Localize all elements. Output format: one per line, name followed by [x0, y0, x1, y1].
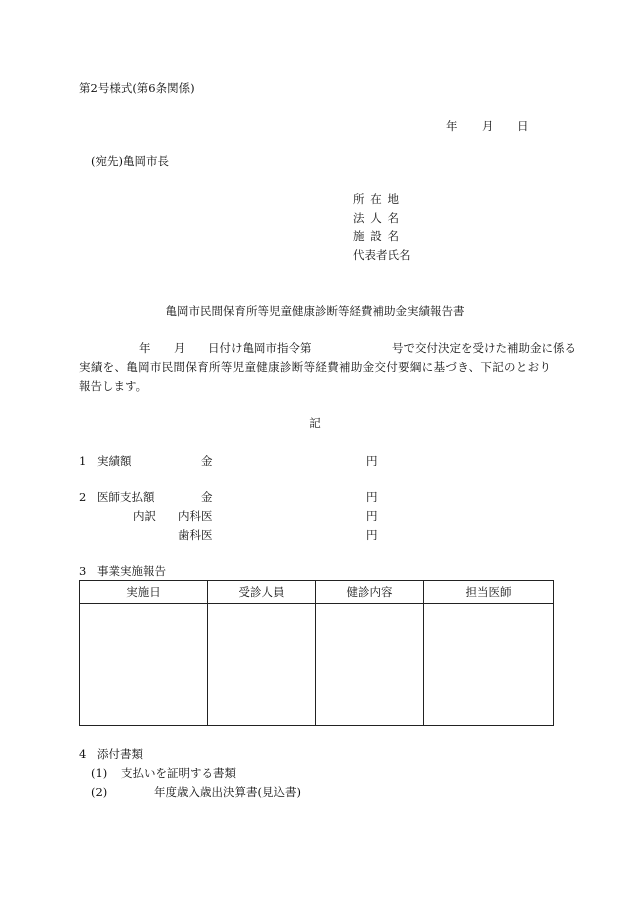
column-header-examinees: 受診人員: [208, 581, 316, 604]
body-month-label: 月: [174, 341, 186, 355]
body-directive-text: 日付け亀岡市指令第: [208, 341, 312, 355]
dentist-yen: 円: [366, 528, 378, 542]
attachment-1-number: (1): [91, 766, 108, 780]
date-month-label: 月: [482, 119, 494, 133]
representative-name-label: 代表者氏名: [353, 248, 411, 262]
attachment-2-number: (2): [91, 785, 108, 799]
document-title: 亀岡市民間保育所等児童健康診断等経費補助金実績報告書: [165, 304, 465, 318]
dentist-label: 歯科医: [178, 528, 213, 542]
attachment-1-text: 支払いを証明する書類: [121, 766, 236, 780]
internal-medicine-yen: 円: [366, 509, 378, 523]
item2-kin: 金: [201, 490, 213, 504]
cell-date[interactable]: [80, 604, 208, 726]
item3-number: 3: [79, 564, 87, 578]
table-row: [80, 604, 554, 726]
item2-number: 2: [79, 490, 87, 504]
corporation-name-label: 法人名: [353, 211, 405, 225]
table-header-row: [80, 581, 554, 604]
date-day-label: 日: [517, 119, 529, 133]
column-header-date: 実施日: [80, 581, 208, 604]
item3-label: 事業実施報告: [97, 564, 166, 578]
internal-medicine-label: 内科医: [178, 509, 213, 523]
body-year-label: 年: [139, 341, 151, 355]
item2-yen: 円: [366, 490, 378, 504]
ki-heading: 記: [309, 416, 321, 430]
item1-kin: 金: [201, 454, 213, 468]
cell-doctor[interactable]: [424, 604, 554, 726]
location-label: 所在地: [353, 192, 405, 206]
attachment-2-text: 年度歳入歳出決算書(見込書): [154, 785, 301, 799]
item4-label: 添付書類: [97, 747, 143, 761]
item1-label: 実績額: [97, 454, 132, 468]
addressee: (宛先)亀岡市長: [91, 154, 169, 168]
column-header-doctor: 担当医師: [424, 581, 554, 604]
item4-number: 4: [79, 747, 87, 761]
date-year-label: 年: [446, 119, 458, 133]
implementation-report-table: [79, 580, 554, 726]
item1-number: 1: [79, 454, 87, 468]
facility-name-label: 施設名: [353, 229, 405, 243]
body-line-2: 実績を、亀岡市民間保育所等児童健康診断等経費補助金交付要綱に基づき、下記のとおり: [79, 360, 551, 374]
body-grant-text: 号で交付決定を受けた補助金に係る: [392, 341, 576, 355]
item1-yen: 円: [366, 454, 378, 468]
body-line-3: 報告します。: [79, 379, 148, 393]
cell-examinees[interactable]: [208, 604, 316, 726]
column-header-exam-content: 健診内容: [316, 581, 424, 604]
breakdown-label: 内訳: [133, 509, 156, 523]
item2-label: 医師支払額: [97, 490, 155, 504]
form-number: 第2号様式(第6条関係): [79, 81, 195, 95]
cell-exam-content[interactable]: [316, 604, 424, 726]
